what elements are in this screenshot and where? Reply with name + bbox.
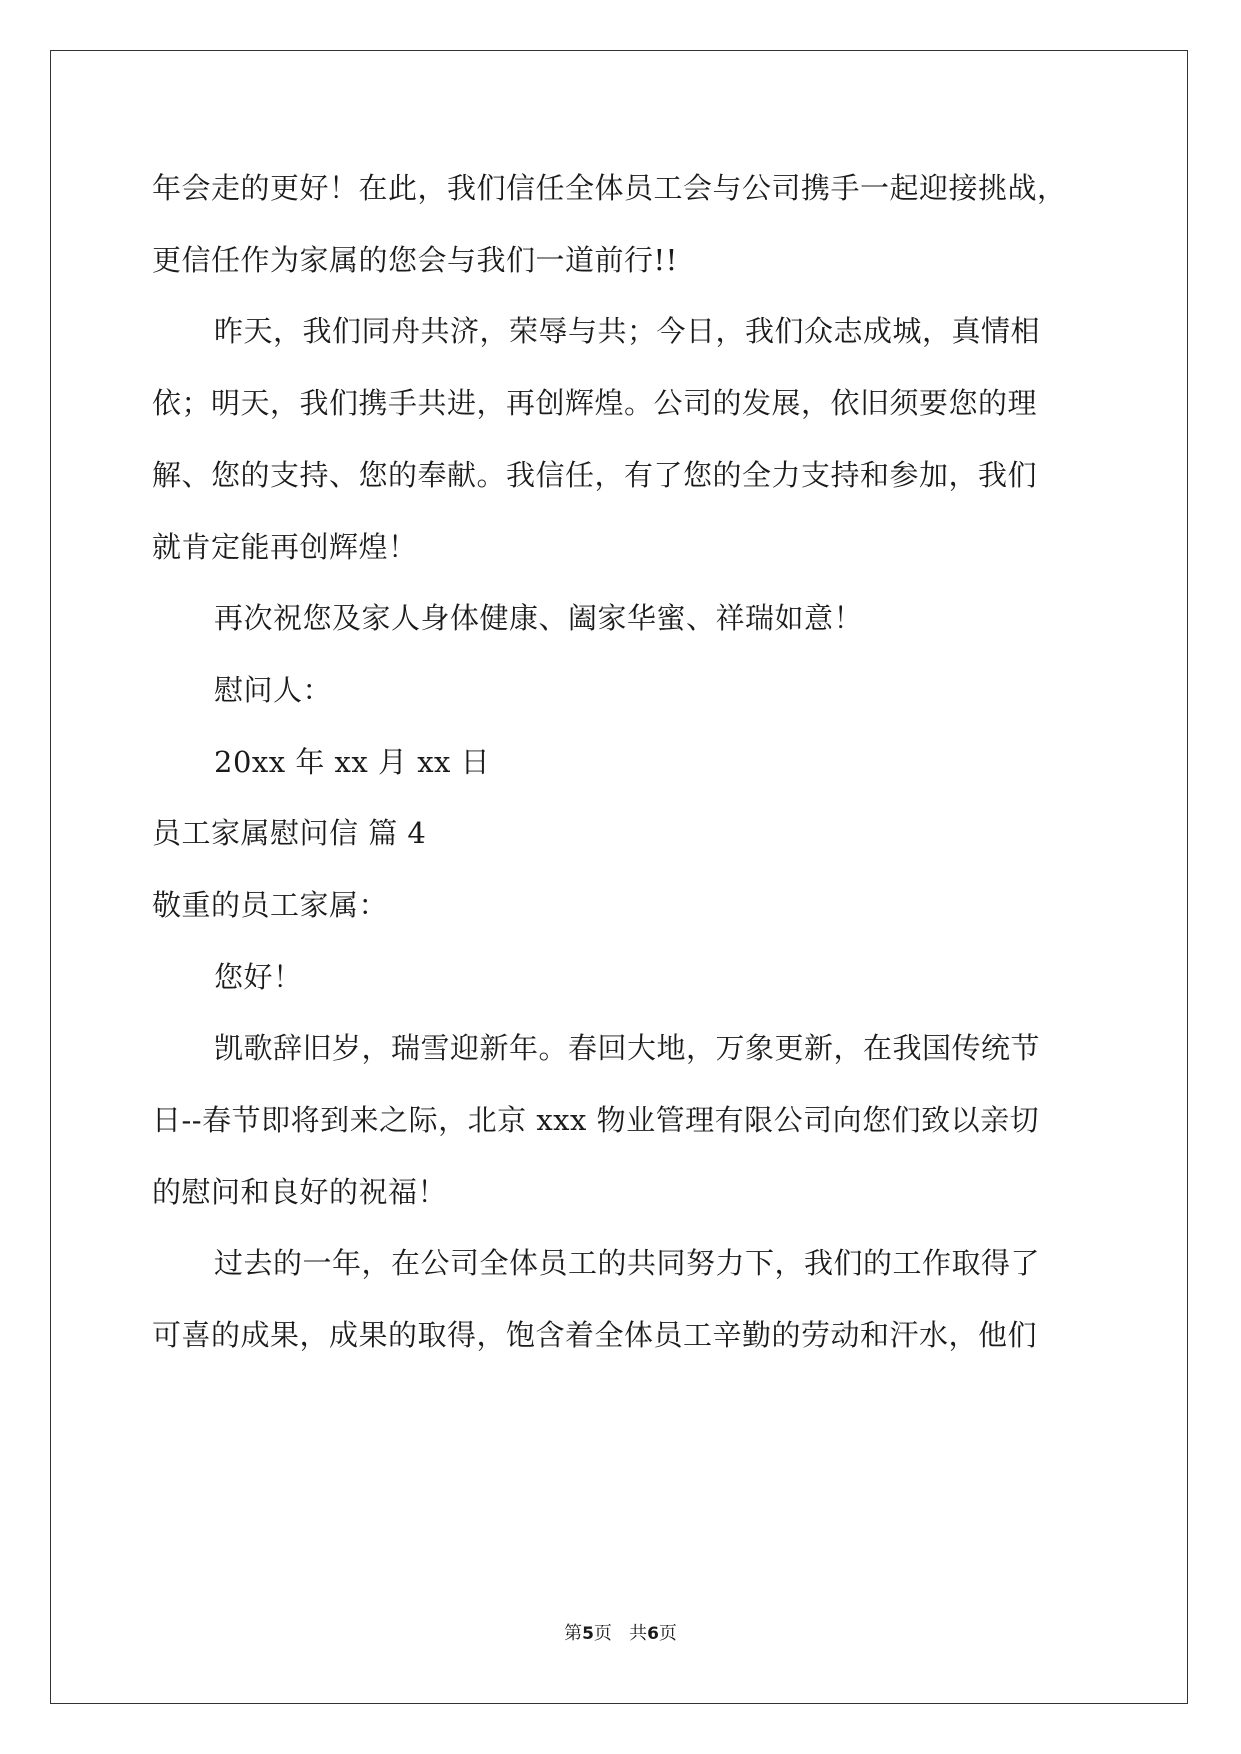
greeting: 您好！ <box>214 960 303 994</box>
footer-suffix: 页 <box>658 1623 677 1644</box>
section-heading: 员工家属慰问信 篇 4 <box>152 816 427 850</box>
page-footer <box>0 1622 1241 1646</box>
text-line: 的慰问和良好的祝福！ <box>152 1175 448 1209</box>
text-line: 年会走的更好！在此，我们信任全体员工会与公司携手一起迎接挑战， <box>152 171 1067 205</box>
text-line: 日--春节即将到来之际，北京 xxx 物业管理有限公司向您们致以亲切 <box>152 1103 1040 1137</box>
paragraph-start-line: 再次祝您及家人身体健康、阖家华蜜、祥瑞如意！ <box>214 601 864 635</box>
paragraph-start-line: 凯歌辞旧岁，瑞雪迎新年。春回大地，万象更新，在我国传统节 <box>214 1031 1041 1065</box>
salutation: 敬重的员工家属： <box>152 888 389 922</box>
text-line: 就肯定能再创辉煌！ <box>152 530 418 564</box>
signatory-label: 慰问人： <box>214 673 333 707</box>
current-page-number: 5 <box>582 1624 594 1644</box>
paragraph-start-line: 昨天，我们同舟共济，荣辱与共；今日，我们众志成城，真情相 <box>214 314 1041 348</box>
text-line: 解、您的支持、您的奉献。我信任，有了您的全力支持和参加，我们 <box>152 458 1038 492</box>
footer-middle: 页 共 <box>593 1623 648 1644</box>
paragraph-start-line: 过去的一年，在公司全体员工的共同努力下，我们的工作取得了 <box>214 1246 1041 1280</box>
text-line: 依；明天，我们携手共进，再创辉煌。公司的发展，依旧须要您的理 <box>152 386 1038 420</box>
page-border <box>50 50 1188 1704</box>
footer-prefix: 第 <box>564 1623 583 1644</box>
text-line: 可喜的成果，成果的取得，饱含着全体员工辛勤的劳动和汗水，他们 <box>152 1318 1038 1352</box>
text-line: 更信任作为家属的您会与我们一道前行!! <box>152 243 678 277</box>
total-page-count: 6 <box>647 1624 659 1644</box>
date-line: 20xx 年 xx 月 xx 日 <box>214 745 491 779</box>
